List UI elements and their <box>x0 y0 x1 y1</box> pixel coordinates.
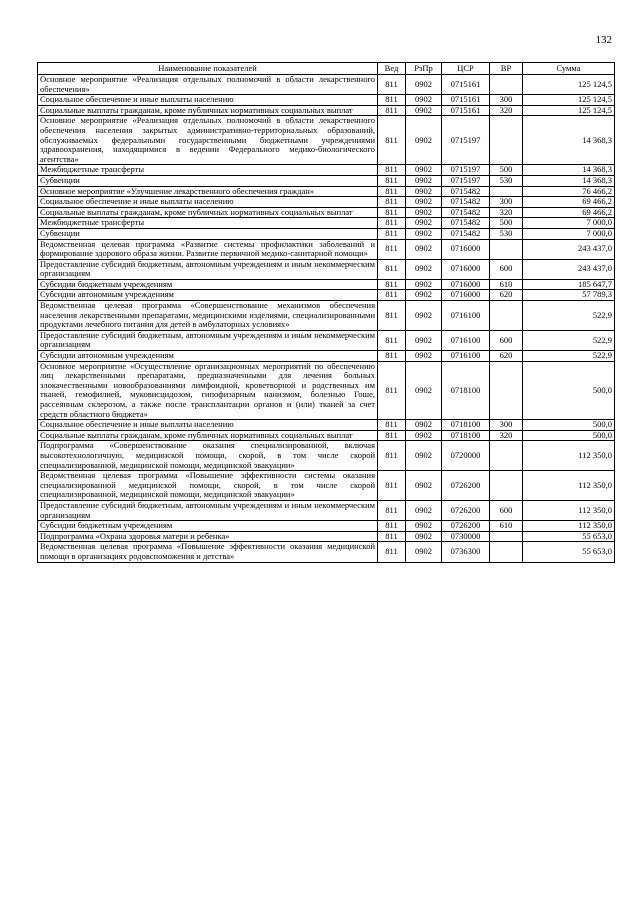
cell-name: Ведомственная целевая программа «Развитие системы профилактики заболеваний и формирование здорового образа жизни. Развитие первичной медико-санитарной помощи» <box>38 239 378 259</box>
cell-vr <box>490 441 523 471</box>
table-row <box>38 330 615 350</box>
cell-name: Основное мероприятие «Реализация отдельных полномочий в области лекарственного обеспечения» <box>38 75 378 95</box>
cell-sum: 522,9 <box>523 330 615 350</box>
cell-ved: 811 <box>378 239 406 259</box>
cell-vr: 500 <box>490 165 523 176</box>
cell-sum: 69 466,2 <box>523 207 615 218</box>
cell-rzpr: 0902 <box>406 420 442 431</box>
table-row <box>38 197 615 208</box>
cell-csr: 0715197 <box>442 165 490 176</box>
cell-sum: 14 368,3 <box>523 165 615 176</box>
table-row <box>38 351 615 362</box>
cell-name: Субсидии бюджетным учреждениям <box>38 521 378 532</box>
cell-sum: 7 000,0 <box>523 228 615 239</box>
cell-csr: 0715482 <box>442 197 490 208</box>
cell-rzpr: 0902 <box>406 301 442 331</box>
budget-table <box>37 62 615 563</box>
cell-rzpr: 0902 <box>406 239 442 259</box>
cell-csr: 0718100 <box>442 361 490 420</box>
cell-vr <box>490 361 523 420</box>
table-row <box>38 500 615 520</box>
cell-sum: 500,0 <box>523 420 615 431</box>
cell-vr: 610 <box>490 521 523 532</box>
cell-ved: 811 <box>378 500 406 520</box>
cell-csr: 0715161 <box>442 105 490 116</box>
cell-rzpr: 0902 <box>406 175 442 186</box>
table-row <box>38 542 615 562</box>
cell-csr: 0715161 <box>442 75 490 95</box>
cell-vr: 610 <box>490 279 523 290</box>
cell-ved: 811 <box>378 290 406 301</box>
cell-vr: 300 <box>490 95 523 106</box>
cell-csr: 0736300 <box>442 542 490 562</box>
cell-csr: 0718100 <box>442 420 490 431</box>
cell-sum: 125 124,5 <box>523 95 615 106</box>
cell-sum: 125 124,5 <box>523 105 615 116</box>
header-name: Наименование показателей <box>38 63 378 75</box>
cell-sum: 55 653,0 <box>523 531 615 542</box>
cell-ved: 811 <box>378 95 406 106</box>
cell-ved: 811 <box>378 531 406 542</box>
cell-vr: 320 <box>490 430 523 441</box>
cell-rzpr: 0902 <box>406 197 442 208</box>
cell-name: Ведомственная целевая программа «Повышение эффективности оказания медицинской помощи в организациях родовспоможения и детства» <box>38 542 378 562</box>
table-row <box>38 95 615 106</box>
cell-vr <box>490 75 523 95</box>
cell-vr: 300 <box>490 420 523 431</box>
cell-sum: 112 350,0 <box>523 441 615 471</box>
cell-ved: 811 <box>378 207 406 218</box>
table-row <box>38 420 615 431</box>
cell-rzpr: 0902 <box>406 207 442 218</box>
cell-rzpr: 0902 <box>406 95 442 106</box>
cell-ved: 811 <box>378 259 406 279</box>
cell-rzpr: 0902 <box>406 500 442 520</box>
cell-vr: 300 <box>490 197 523 208</box>
cell-rzpr: 0902 <box>406 279 442 290</box>
cell-sum: 243 437,0 <box>523 259 615 279</box>
cell-name: Ведомственная целевая программа «Совершенствование механизмов обеспечения населения лекарственными препаратами, медицинскими изделиями, специализированными продуктами лечебного питания для детей в амбулаторных условиях» <box>38 301 378 331</box>
cell-csr: 0715482 <box>442 207 490 218</box>
cell-ved: 811 <box>378 301 406 331</box>
table-row <box>38 279 615 290</box>
cell-vr: 320 <box>490 105 523 116</box>
cell-name: Основное мероприятие «Осуществление организационных мероприятий по обеспечению лиц лекарственными препаратами, предназначенными для лечения больных злокачественными новообразованиями лимфоидной, кроветворной и родственных им тканей, гемофилией, муковисцидозом, гипофизарным нанизмом, болезнью Гоше, рассеянным склерозом, а также после трансплантации органов и (или) тканей за счет средств областного бюджета» <box>38 361 378 420</box>
table-row <box>38 521 615 532</box>
cell-rzpr: 0902 <box>406 471 442 501</box>
cell-name: Субсидии автономным учреждениям <box>38 290 378 301</box>
table-row <box>38 105 615 116</box>
cell-ved: 811 <box>378 361 406 420</box>
cell-vr: 530 <box>490 175 523 186</box>
table-row <box>38 471 615 501</box>
cell-ved: 811 <box>378 186 406 197</box>
table-body <box>38 75 615 563</box>
cell-sum: 7 000,0 <box>523 218 615 229</box>
cell-ved: 811 <box>378 228 406 239</box>
cell-vr <box>490 186 523 197</box>
cell-sum: 185 647,7 <box>523 279 615 290</box>
cell-rzpr: 0902 <box>406 441 442 471</box>
cell-csr: 0730000 <box>442 531 490 542</box>
table-row <box>38 290 615 301</box>
cell-name: Социальные выплаты гражданам, кроме публичных нормативных социальных выплат <box>38 207 378 218</box>
cell-name: Основное мероприятие «Реализация отдельных полномочий в области лекарственного обеспечения населения закрытых административно-территориальных образований, обслуживаемых федеральными государственными бюджетными учреждениями здравоохранения, находящимися в ведении Федерального медико-биологического агентства» <box>38 116 378 165</box>
cell-ved: 811 <box>378 542 406 562</box>
cell-name: Ведомственная целевая программа «Повышение эффективности системы оказания специализированной медицинской помощи, скорой, в том числе скорой специализированной, медицинской помощи, медицинской эвакуации» <box>38 471 378 501</box>
cell-ved: 811 <box>378 471 406 501</box>
cell-vr: 600 <box>490 330 523 350</box>
cell-vr <box>490 542 523 562</box>
cell-ved: 811 <box>378 175 406 186</box>
table-row <box>38 218 615 229</box>
cell-vr <box>490 471 523 501</box>
cell-vr <box>490 239 523 259</box>
cell-vr: 620 <box>490 351 523 362</box>
cell-csr: 0726200 <box>442 471 490 501</box>
cell-ved: 811 <box>378 521 406 532</box>
cell-csr: 0715197 <box>442 116 490 165</box>
cell-vr: 620 <box>490 290 523 301</box>
table-row <box>38 207 615 218</box>
cell-rzpr: 0902 <box>406 165 442 176</box>
cell-name: Межбюджетные трансферты <box>38 218 378 229</box>
cell-sum: 57 789,3 <box>523 290 615 301</box>
cell-vr: 600 <box>490 259 523 279</box>
cell-rzpr: 0902 <box>406 259 442 279</box>
header-sum: Сумма <box>523 63 615 75</box>
table-header-row <box>38 63 615 75</box>
cell-name: Социальное обеспечение и иные выплаты населению <box>38 420 378 431</box>
cell-name: Субвенции <box>38 175 378 186</box>
cell-ved: 811 <box>378 330 406 350</box>
cell-name: Межбюджетные трансферты <box>38 165 378 176</box>
cell-rzpr: 0902 <box>406 542 442 562</box>
cell-name: Субсидии автономным учреждениям <box>38 351 378 362</box>
cell-csr: 0716000 <box>442 290 490 301</box>
cell-rzpr: 0902 <box>406 521 442 532</box>
cell-rzpr: 0902 <box>406 351 442 362</box>
cell-vr <box>490 301 523 331</box>
table-row <box>38 186 615 197</box>
cell-ved: 811 <box>378 279 406 290</box>
header-vr: ВР <box>490 63 523 75</box>
cell-sum: 500,0 <box>523 361 615 420</box>
cell-name: Социальное обеспечение и иные выплаты населению <box>38 197 378 208</box>
cell-rzpr: 0902 <box>406 531 442 542</box>
cell-csr: 0715161 <box>442 95 490 106</box>
cell-ved: 811 <box>378 105 406 116</box>
cell-rzpr: 0902 <box>406 75 442 95</box>
cell-name: Основное мероприятие «Улучшение лекарственного обеспечения граждан» <box>38 186 378 197</box>
cell-csr: 0715482 <box>442 228 490 239</box>
cell-rzpr: 0902 <box>406 330 442 350</box>
cell-ved: 811 <box>378 430 406 441</box>
cell-name: Предоставление субсидий бюджетным, автономным учреждениям и иным некоммерческим организациям <box>38 259 378 279</box>
cell-name: Подпрограмма «Охрана здоровья матери и ребенка» <box>38 531 378 542</box>
cell-ved: 811 <box>378 197 406 208</box>
header-ved: Вед <box>378 63 406 75</box>
cell-sum: 14 368,3 <box>523 175 615 186</box>
cell-sum: 243 437,0 <box>523 239 615 259</box>
table-row <box>38 75 615 95</box>
cell-sum: 69 466,2 <box>523 197 615 208</box>
cell-csr: 0716100 <box>442 351 490 362</box>
cell-name: Социальные выплаты гражданам, кроме публичных нормативных социальных выплат <box>38 430 378 441</box>
table-row <box>38 301 615 331</box>
cell-rzpr: 0902 <box>406 290 442 301</box>
cell-csr: 0715197 <box>442 175 490 186</box>
cell-vr: 500 <box>490 218 523 229</box>
cell-csr: 0720000 <box>442 441 490 471</box>
cell-ved: 811 <box>378 75 406 95</box>
cell-sum: 76 466,2 <box>523 186 615 197</box>
cell-csr: 0716000 <box>442 279 490 290</box>
table-row <box>38 361 615 420</box>
cell-ved: 811 <box>378 218 406 229</box>
cell-csr: 0715482 <box>442 218 490 229</box>
cell-csr: 0716000 <box>442 239 490 259</box>
cell-rzpr: 0902 <box>406 186 442 197</box>
cell-rzpr: 0902 <box>406 228 442 239</box>
page-number: 132 <box>595 34 612 46</box>
cell-name: Субвенции <box>38 228 378 239</box>
table-row <box>38 441 615 471</box>
table-row <box>38 531 615 542</box>
cell-csr: 0716100 <box>442 330 490 350</box>
cell-name: Социальные выплаты гражданам, кроме публичных нормативных социальных выплат <box>38 105 378 116</box>
table-row <box>38 175 615 186</box>
cell-sum: 112 350,0 <box>523 521 615 532</box>
cell-ved: 811 <box>378 351 406 362</box>
cell-sum: 55 653,0 <box>523 542 615 562</box>
cell-csr: 0726200 <box>442 521 490 532</box>
cell-csr: 0715482 <box>442 186 490 197</box>
table-row <box>38 259 615 279</box>
table-row <box>38 116 615 165</box>
cell-vr: 600 <box>490 500 523 520</box>
table-row <box>38 239 615 259</box>
cell-sum: 125 124,5 <box>523 75 615 95</box>
cell-name: Предоставление субсидий бюджетным, автономным учреждениям и иным некоммерческим организациям <box>38 500 378 520</box>
cell-csr: 0718100 <box>442 430 490 441</box>
cell-name: Субсидии бюджетным учреждениям <box>38 279 378 290</box>
table-row <box>38 430 615 441</box>
cell-ved: 811 <box>378 420 406 431</box>
cell-csr: 0726200 <box>442 500 490 520</box>
cell-sum: 500,0 <box>523 430 615 441</box>
cell-rzpr: 0902 <box>406 361 442 420</box>
cell-sum: 522,9 <box>523 351 615 362</box>
cell-ved: 811 <box>378 165 406 176</box>
cell-csr: 0716000 <box>442 259 490 279</box>
cell-name: Подпрограмма «Совершенствование оказания специализированной, включая высокотехнологичную, медицинской помощи, скорой, в том числе скорой специализированной, медицинской помощи, медицинской эвакуации» <box>38 441 378 471</box>
cell-vr: 530 <box>490 228 523 239</box>
cell-name: Предоставление субсидий бюджетным, автономным учреждениям и иным некоммерческим организациям <box>38 330 378 350</box>
cell-vr: 320 <box>490 207 523 218</box>
cell-ved: 811 <box>378 116 406 165</box>
cell-rzpr: 0902 <box>406 105 442 116</box>
cell-rzpr: 0902 <box>406 430 442 441</box>
cell-sum: 112 350,0 <box>523 500 615 520</box>
cell-rzpr: 0902 <box>406 218 442 229</box>
cell-sum: 522,9 <box>523 301 615 331</box>
header-csr: ЦСР <box>442 63 490 75</box>
cell-rzpr: 0902 <box>406 116 442 165</box>
cell-csr: 0716100 <box>442 301 490 331</box>
cell-vr <box>490 531 523 542</box>
cell-sum: 14 368,3 <box>523 116 615 165</box>
cell-sum: 112 350,0 <box>523 471 615 501</box>
cell-name: Социальное обеспечение и иные выплаты населению <box>38 95 378 106</box>
table-row <box>38 165 615 176</box>
header-rzpr: РзПр <box>406 63 442 75</box>
cell-ved: 811 <box>378 441 406 471</box>
table-row <box>38 228 615 239</box>
cell-vr <box>490 116 523 165</box>
